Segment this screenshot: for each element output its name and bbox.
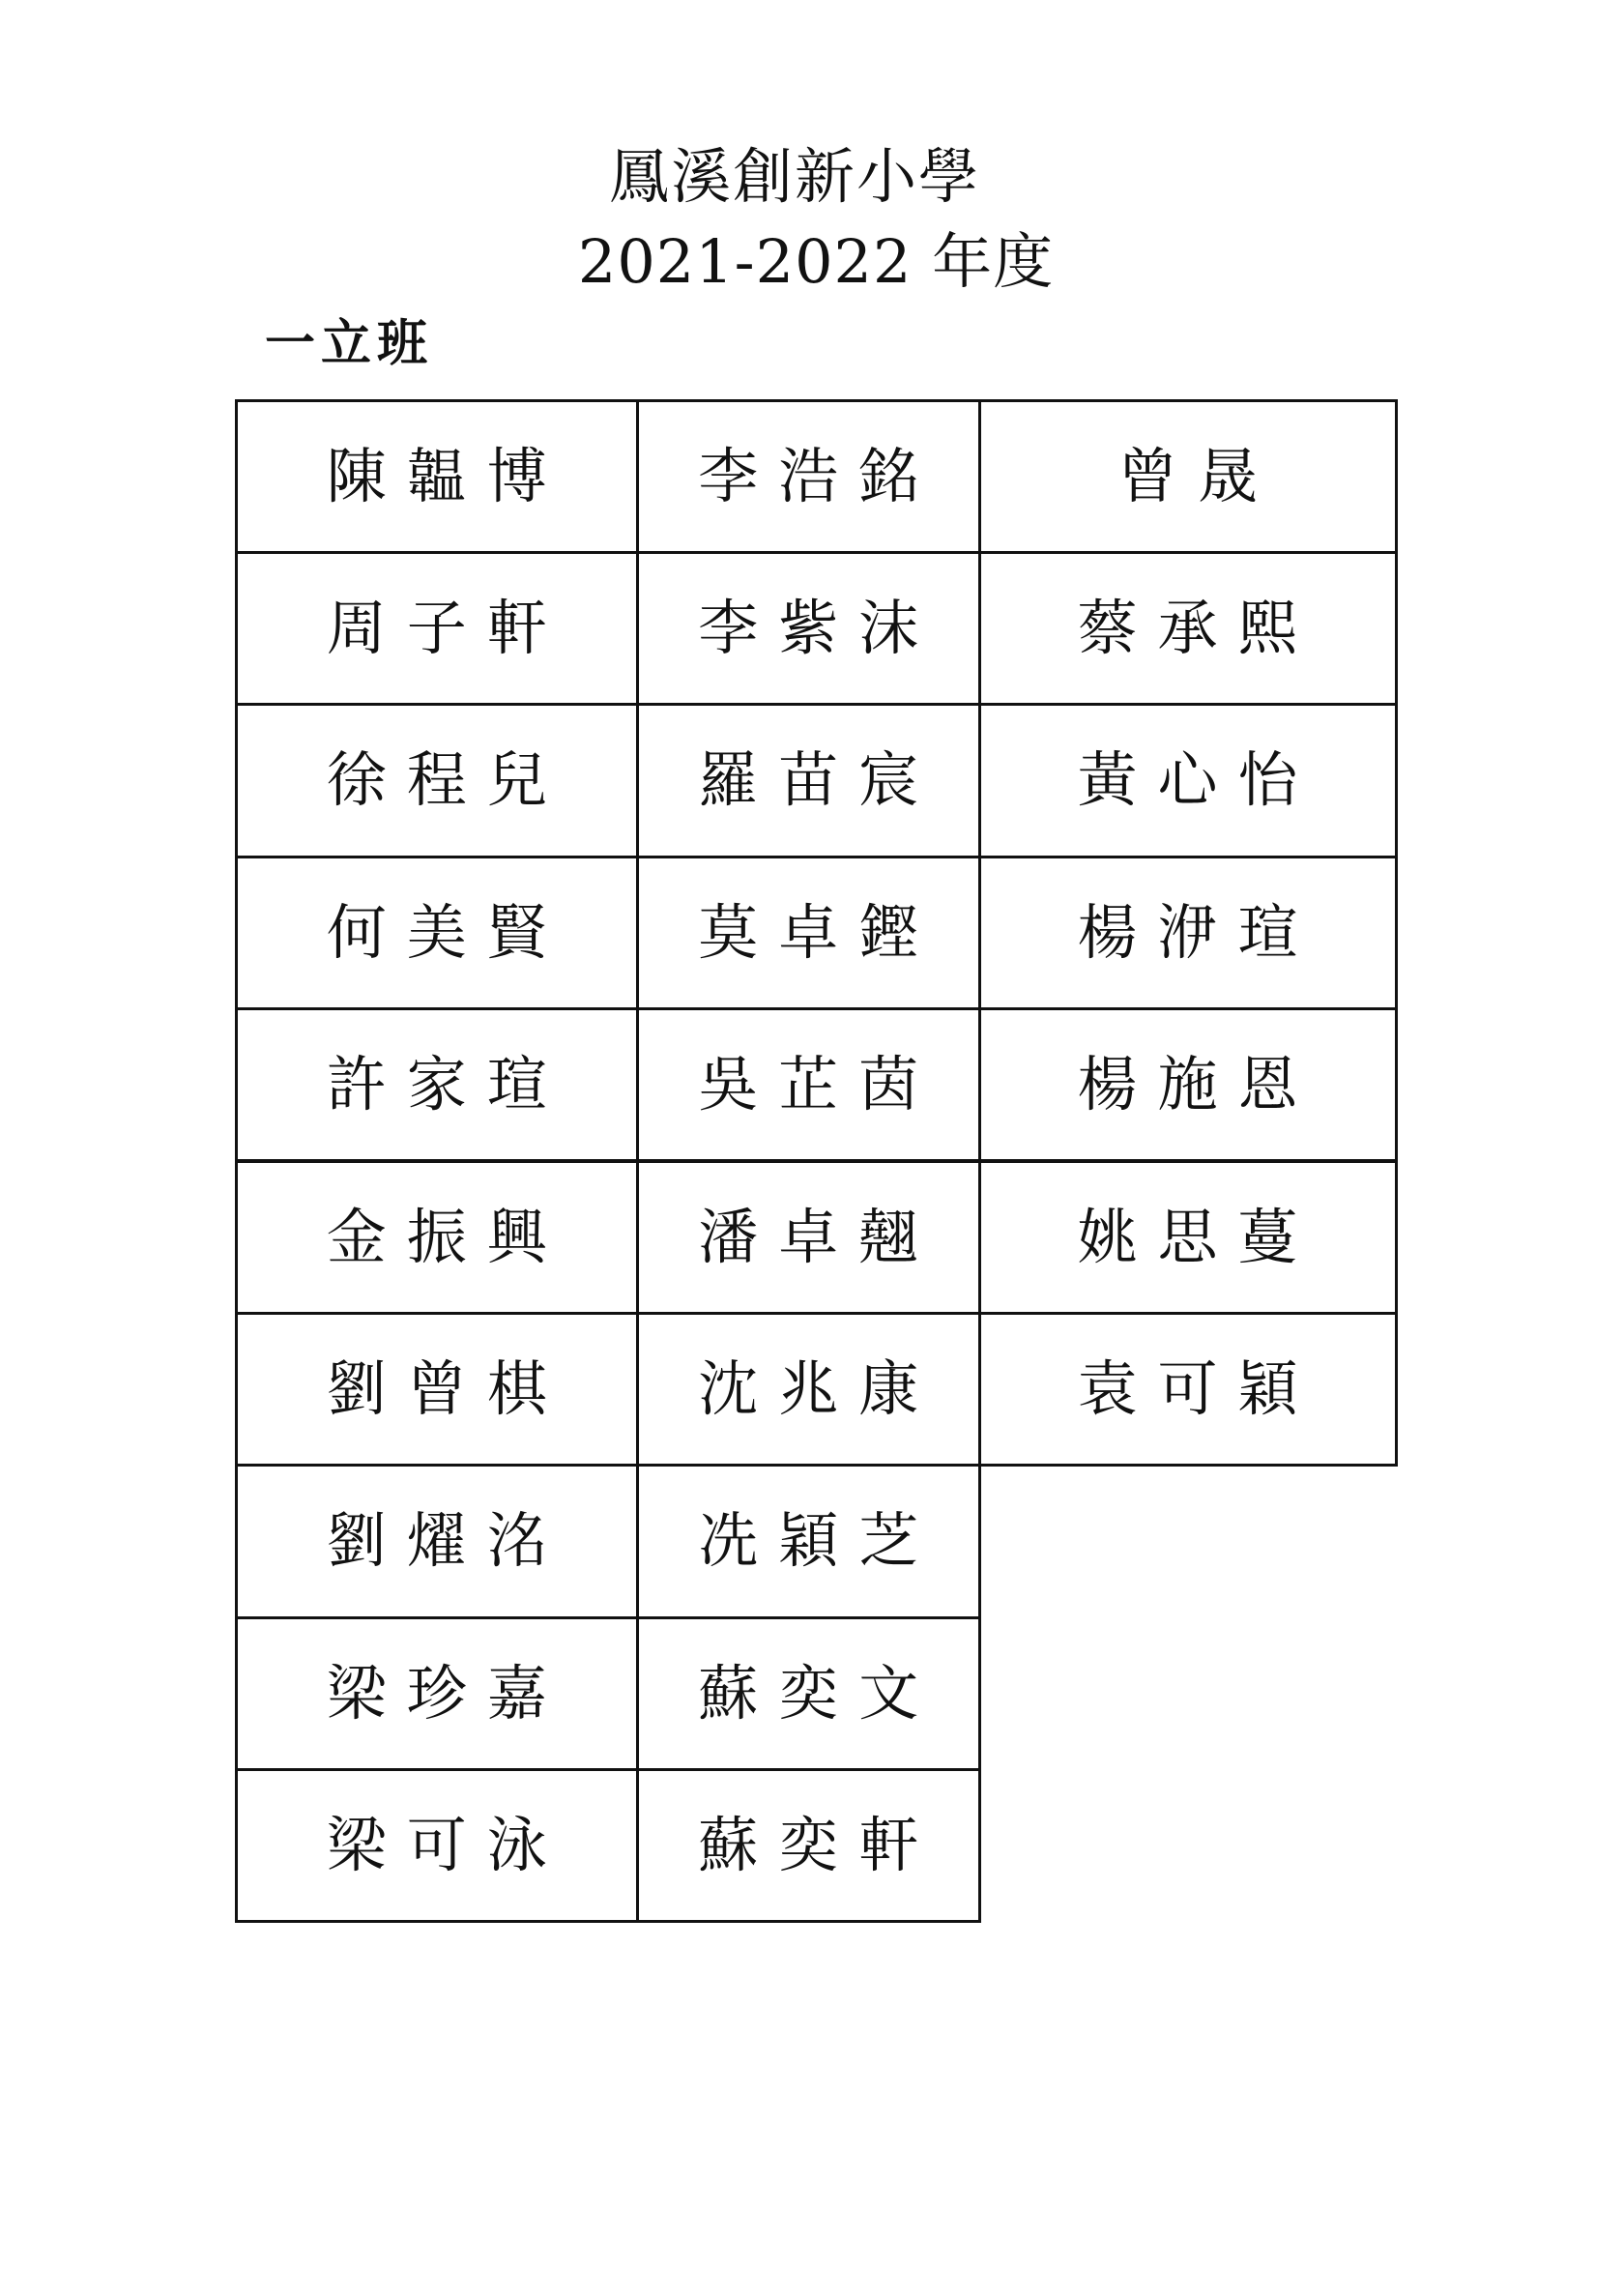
table-row: [236, 551, 1398, 706]
table-cell: 劉曾棋: [235, 1312, 640, 1467]
table-cell: 梁珍嘉: [235, 1616, 640, 1771]
table-row: [236, 703, 1398, 857]
table-row: [236, 1160, 1398, 1315]
table-cell: 楊施恩: [978, 1007, 1398, 1162]
table-cell: 李紫沫: [636, 551, 981, 706]
table-row: [236, 1768, 1398, 1923]
table-cell: 姚思蔓: [978, 1160, 1398, 1315]
table-cell: 梁可泳: [235, 1768, 640, 1923]
table-cell: 徐程兒: [235, 703, 640, 857]
class-name-label: 一立班: [265, 314, 434, 373]
academic-year-heading: 2021-2022 年度: [577, 226, 1055, 297]
table-cell: 楊洢瑄: [978, 856, 1398, 1010]
table-cell: 莫卓鏗: [636, 856, 981, 1010]
table-row: [236, 1616, 1398, 1771]
table-cell: 黃心怡: [978, 703, 1398, 857]
school-name-heading: 鳳溪創新小學: [608, 141, 981, 212]
table-cell: 吳芷茵: [636, 1007, 981, 1162]
table-cell: 李浩銘: [636, 399, 981, 554]
table-row: [236, 399, 1398, 554]
table-cell: 潘卓翹: [636, 1160, 981, 1315]
table-cell: 袁可穎: [978, 1312, 1398, 1467]
table-cell: 曾晟: [978, 399, 1398, 554]
table-cell: 金振興: [235, 1160, 640, 1315]
table-cell: 蘇奕軒: [636, 1768, 981, 1923]
roster-table: [236, 400, 1398, 1924]
table-row: [236, 856, 1398, 1010]
table-row: [236, 1312, 1398, 1467]
table-cell: 陳韞博: [235, 399, 640, 554]
table-cell: 蔡承熙: [978, 551, 1398, 706]
table-cell: 羅苗宸: [636, 703, 981, 857]
table-cell: 劉燿洺: [235, 1464, 640, 1618]
table-row: [236, 1464, 1398, 1618]
table-cell: 許家瑄: [235, 1007, 640, 1162]
table-cell: 周子軒: [235, 551, 640, 706]
table-cell: 何美賢: [235, 856, 640, 1010]
table-cell: 沈兆康: [636, 1312, 981, 1467]
table-cell: 蘇奕文: [636, 1616, 981, 1771]
table-cell: 冼穎芝: [636, 1464, 981, 1618]
table-row: [236, 1007, 1398, 1162]
